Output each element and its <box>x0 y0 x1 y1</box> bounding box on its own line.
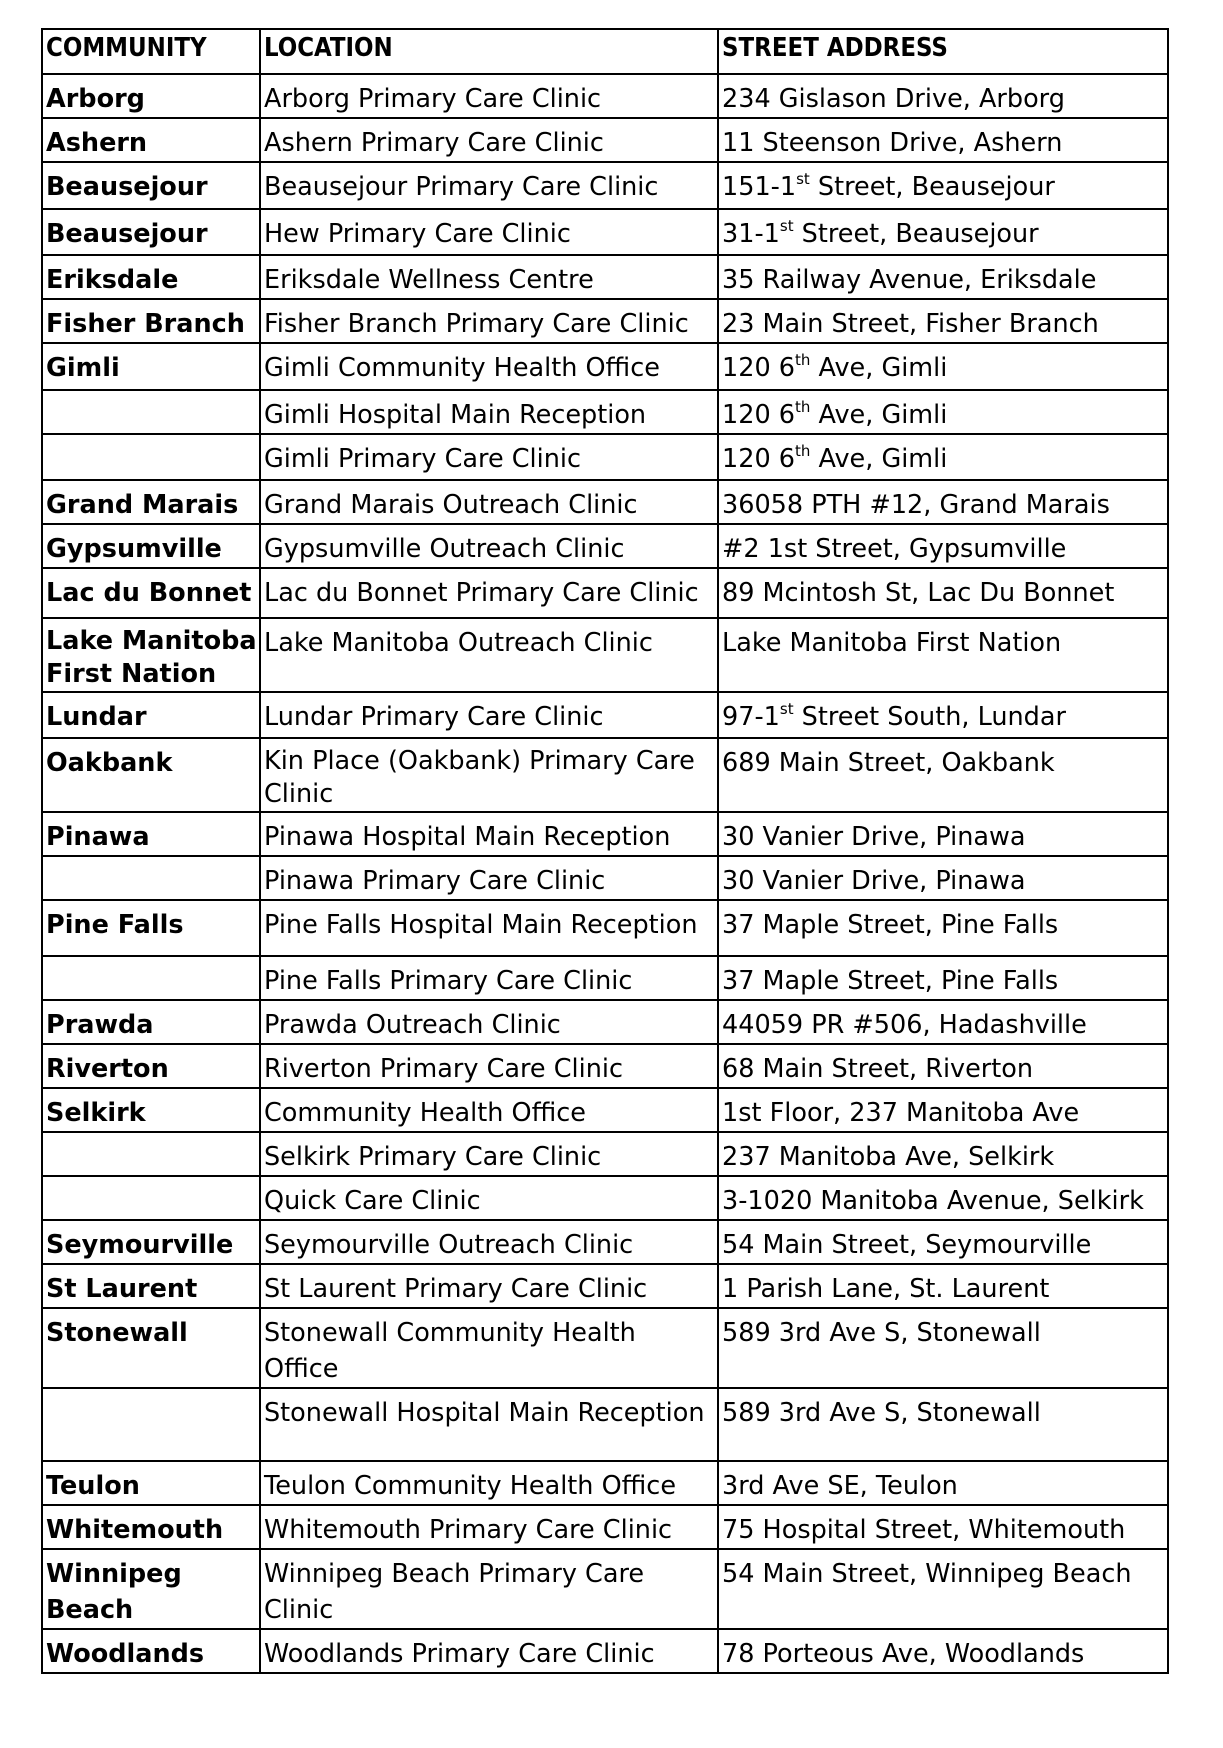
street-address-cell: 589 3rd Ave S, Stonewall <box>718 1308 1168 1388</box>
location-cell: Community Health Office <box>260 1088 718 1132</box>
table-row <box>42 343 1168 390</box>
street-address-cell: 37 Maple Street, Pine Falls <box>718 900 1168 956</box>
community-cell <box>42 390 260 434</box>
street-address-cell: 31-1st Street, Beausejour <box>718 209 1168 255</box>
location-cell: Hew Primary Care Clinic <box>260 209 718 255</box>
street-address-cell: 1st Floor, 237 Manitoba Ave <box>718 1088 1168 1132</box>
street-address-cell: 589 3rd Ave S, Stonewall <box>718 1388 1168 1461</box>
table-row <box>42 1220 1168 1264</box>
table-row <box>42 812 1168 856</box>
table-row <box>42 1308 1168 1388</box>
location-cell: Lac du Bonnet Primary Care Clinic <box>260 568 718 618</box>
community-cell: Ashern <box>42 118 260 162</box>
community-cell: Whitemouth <box>42 1505 260 1549</box>
street-address-cell: 151-1st Street, Beausejour <box>718 162 1168 209</box>
location-cell: Selkirk Primary Care Clinic <box>260 1132 718 1176</box>
community-cell: Beausejour <box>42 209 260 255</box>
header-row <box>42 29 1168 74</box>
table-body <box>42 74 1168 1673</box>
location-cell: Woodlands Primary Care Clinic <box>260 1629 718 1673</box>
table-row <box>42 118 1168 162</box>
location-cell: Stonewall Hospital Main Reception <box>260 1388 718 1461</box>
location-cell: Pine Falls Hospital Main Reception <box>260 900 718 956</box>
community-cell: Gimli <box>42 343 260 390</box>
location-cell: Eriksdale Wellness Centre <box>260 255 718 299</box>
header-street-address: STREET ADDRESS <box>718 29 1168 74</box>
community-cell <box>42 434 260 480</box>
community-cell: Pine Falls <box>42 900 260 956</box>
table-row <box>42 255 1168 299</box>
community-cell: Oakbank <box>42 738 260 812</box>
location-cell: Arborg Primary Care Clinic <box>260 74 718 118</box>
header-location: LOCATION <box>260 29 718 74</box>
community-cell: Grand Marais <box>42 480 260 524</box>
community-cell: Prawda <box>42 1000 260 1044</box>
clinic-locations-sheet <box>41 28 1167 1674</box>
street-address-cell: 30 Vanier Drive, Pinawa <box>718 856 1168 900</box>
street-address-cell: 89 Mcintosh St, Lac Du Bonnet <box>718 568 1168 618</box>
community-cell: Gypsumville <box>42 524 260 568</box>
community-cell <box>42 856 260 900</box>
street-address-cell: 1 Parish Lane, St. Laurent <box>718 1264 1168 1308</box>
table-row <box>42 1388 1168 1461</box>
community-cell <box>42 956 260 1000</box>
location-cell: Gypsumville Outreach Clinic <box>260 524 718 568</box>
table-row <box>42 299 1168 343</box>
location-cell: Lundar Primary Care Clinic <box>260 692 718 738</box>
community-cell: Winnipeg Beach <box>42 1549 260 1629</box>
table-row <box>42 74 1168 118</box>
table-row <box>42 1088 1168 1132</box>
community-cell: Stonewall <box>42 1308 260 1388</box>
table-row <box>42 1264 1168 1308</box>
community-cell <box>42 1176 260 1220</box>
street-address-cell: 36058 PTH #12, Grand Marais <box>718 480 1168 524</box>
table-row <box>42 1176 1168 1220</box>
table-row <box>42 1461 1168 1505</box>
table-row <box>42 738 1168 812</box>
community-cell: Woodlands <box>42 1629 260 1673</box>
community-cell: St Laurent <box>42 1264 260 1308</box>
community-cell: Eriksdale <box>42 255 260 299</box>
table-row <box>42 1629 1168 1673</box>
location-cell: Riverton Primary Care Clinic <box>260 1044 718 1088</box>
location-cell: Grand Marais Outreach Clinic <box>260 480 718 524</box>
table-row <box>42 618 1168 692</box>
street-address-cell: 23 Main Street, Fisher Branch <box>718 299 1168 343</box>
street-address-cell: 44059 PR #506, Hadashville <box>718 1000 1168 1044</box>
location-cell: Pinawa Hospital Main Reception <box>260 812 718 856</box>
location-cell: Pinawa Primary Care Clinic <box>260 856 718 900</box>
community-cell: Lac du Bonnet <box>42 568 260 618</box>
header-community: COMMUNITY <box>42 29 260 74</box>
table-row <box>42 900 1168 956</box>
street-address-cell: 120 6th Ave, Gimli <box>718 390 1168 434</box>
community-cell: Selkirk <box>42 1088 260 1132</box>
table-row <box>42 480 1168 524</box>
table-row <box>42 524 1168 568</box>
location-cell: Lake Manitoba Outreach Clinic <box>260 618 718 692</box>
street-address-cell: 35 Railway Avenue, Eriksdale <box>718 255 1168 299</box>
location-cell: Gimli Primary Care Clinic <box>260 434 718 480</box>
street-address-cell: 689 Main Street, Oakbank <box>718 738 1168 812</box>
street-address-cell: 37 Maple Street, Pine Falls <box>718 956 1168 1000</box>
table-row <box>42 692 1168 738</box>
community-cell: Pinawa <box>42 812 260 856</box>
location-cell: Seymourville Outreach Clinic <box>260 1220 718 1264</box>
clinic-locations-table <box>41 28 1169 1674</box>
community-cell <box>42 1388 260 1461</box>
table-row <box>42 1505 1168 1549</box>
table-row <box>42 390 1168 434</box>
location-cell: Fisher Branch Primary Care Clinic <box>260 299 718 343</box>
street-address-cell: 234 Gislason Drive, Arborg <box>718 74 1168 118</box>
location-cell: Quick Care Clinic <box>260 1176 718 1220</box>
location-cell: Whitemouth Primary Care Clinic <box>260 1505 718 1549</box>
location-cell: Gimli Hospital Main Reception <box>260 390 718 434</box>
location-cell: Stonewall Community Health Office <box>260 1308 718 1388</box>
table-row <box>42 1549 1168 1629</box>
table-row <box>42 1132 1168 1176</box>
table-row <box>42 856 1168 900</box>
table-row <box>42 568 1168 618</box>
street-address-cell: 120 6th Ave, Gimli <box>718 434 1168 480</box>
location-cell: Beausejour Primary Care Clinic <box>260 162 718 209</box>
location-cell: Teulon Community Health Office <box>260 1461 718 1505</box>
community-cell: Arborg <box>42 74 260 118</box>
street-address-cell: 3-1020 Manitoba Avenue, Selkirk <box>718 1176 1168 1220</box>
street-address-cell: 75 Hospital Street, Whitemouth <box>718 1505 1168 1549</box>
street-address-cell: 11 Steenson Drive, Ashern <box>718 118 1168 162</box>
community-cell: Riverton <box>42 1044 260 1088</box>
street-address-cell: 78 Porteous Ave, Woodlands <box>718 1629 1168 1673</box>
location-cell: St Laurent Primary Care Clinic <box>260 1264 718 1308</box>
street-address-cell: #2 1st Street, Gypsumville <box>718 524 1168 568</box>
community-cell: Seymourville <box>42 1220 260 1264</box>
community-cell: Teulon <box>42 1461 260 1505</box>
table-row <box>42 956 1168 1000</box>
street-address-cell: 97-1st Street South, Lundar <box>718 692 1168 738</box>
community-cell: Lake Manitoba First Nation <box>42 618 260 692</box>
table-row <box>42 1044 1168 1088</box>
street-address-cell: 3rd Ave SE, Teulon <box>718 1461 1168 1505</box>
location-cell: Gimli Community Health Office <box>260 343 718 390</box>
street-address-cell: 54 Main Street, Seymourville <box>718 1220 1168 1264</box>
community-cell: Lundar <box>42 692 260 738</box>
street-address-cell: 68 Main Street, Riverton <box>718 1044 1168 1088</box>
location-cell: Winnipeg Beach Primary Care Clinic <box>260 1549 718 1629</box>
community-cell <box>42 1132 260 1176</box>
table-row <box>42 1000 1168 1044</box>
table-row <box>42 209 1168 255</box>
community-cell: Beausejour <box>42 162 260 209</box>
street-address-cell: 30 Vanier Drive, Pinawa <box>718 812 1168 856</box>
community-cell: Fisher Branch <box>42 299 260 343</box>
street-address-cell: 54 Main Street, Winnipeg Beach <box>718 1549 1168 1629</box>
street-address-cell: 120 6th Ave, Gimli <box>718 343 1168 390</box>
table-row <box>42 434 1168 480</box>
location-cell: Ashern Primary Care Clinic <box>260 118 718 162</box>
location-cell: Pine Falls Primary Care Clinic <box>260 956 718 1000</box>
street-address-cell: Lake Manitoba First Nation <box>718 618 1168 692</box>
location-cell: Kin Place (Oakbank) Primary Care Clinic <box>260 738 718 812</box>
street-address-cell: 237 Manitoba Ave, Selkirk <box>718 1132 1168 1176</box>
table-row <box>42 162 1168 209</box>
location-cell: Prawda Outreach Clinic <box>260 1000 718 1044</box>
